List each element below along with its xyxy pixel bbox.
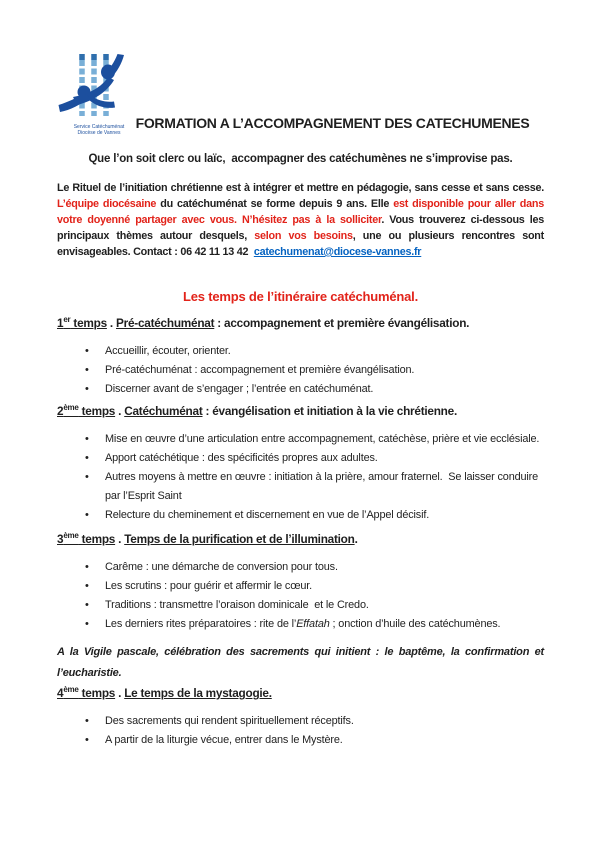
section-3-title-underlined: Temps de la purification et de l’illumination — [124, 532, 355, 546]
vigile-pascale-note: A la Vigile pascale, célébration des sacrements qui initient : le baptême, la confirmation et l’eucharistie. — [57, 646, 544, 679]
section-2-title-underlined: Catéchuménat — [124, 404, 203, 418]
intro-text-segment: , une ou plusieurs rencontres sont envisageables. Contact : 06 42 11 13 42 — [57, 230, 544, 258]
section-3-sup: ème — [63, 531, 79, 541]
section-1-bullets — [57, 342, 544, 399]
intro-text-segment: Le Rituel de l’initiation chrétienne est à intégrer et mettre en pédagogie, sans cesse et sans cesse. — [57, 182, 544, 194]
document-title: FORMATION A L’ACCOMPAGNEMENT DES CATECHUMENES — [135, 115, 530, 131]
section-2-title-rest: : évangélisation et initiation à la vie chrétienne. — [202, 404, 457, 418]
section-4-bullets — [57, 712, 544, 750]
intro-red-segment: est disponible pour aller dans votre doyenné partager avec vous. N’hésitez pas à la solliciter — [57, 198, 544, 226]
bullet-item: • Mise en œuvre d’une articulation entre accompagnement, catéchèse, prière et vie ecclésiale. — [57, 430, 544, 449]
bullet-item: • Autres moyens à mettre en œuvre : initiation à la prière, amour fraternel. Se laisser conduire par l’Esprit Saint — [57, 468, 544, 506]
section-4-sup: ème — [63, 685, 79, 695]
section-3-heading — [57, 533, 544, 546]
bullet-item: • A partir de la liturgie vécue, entrer dans le Mystère. — [57, 731, 544, 750]
bullet-item: • Relecture du cheminement et discernement en vue de l’Appel décisif. — [57, 506, 544, 525]
bullet-text-post: ; onction d’huile des catéchumènes. — [329, 618, 501, 630]
bullet-item: • Carême : une démarche de conversion pour tous. — [57, 558, 544, 577]
section-2-separator: . — [115, 404, 125, 418]
section-2-sup: ème — [63, 403, 79, 413]
section-4-word: temps — [78, 686, 116, 700]
bullet-text-italic: Effatah — [296, 618, 330, 630]
bullet-item: • Les scrutins : pour guérir et affermir le cœur. — [57, 577, 544, 596]
section-2-ordinal — [57, 404, 115, 418]
bullet-item: • Des sacrements qui rendent spirituellement réceptifs. — [57, 712, 544, 731]
section-1-heading — [57, 317, 544, 330]
logo-caption-line1: Service Catéchuménat — [73, 124, 125, 130]
section-1-word: temps — [70, 316, 107, 330]
intro-text-segment: . Vous trouverez ci-dessous les principaux thèmes autour desquels, — [57, 214, 545, 242]
intro-paragraph — [57, 180, 544, 260]
section-1-title-rest: : accompagnement et première évangélisation. — [214, 316, 470, 330]
section-3-bullets — [57, 558, 544, 634]
document-subtitle: Que l’on soit clerc ou laïc, accompagner des catéchumènes ne s’improvise pas. — [88, 153, 513, 165]
bullet-item: • Pré-catéchuménat : accompagnement et première évangélisation. — [57, 361, 544, 380]
section-4-ordinal — [57, 686, 115, 700]
section-4-separator: . — [115, 686, 125, 700]
section-3-word: temps — [78, 532, 116, 546]
intro-red-segment: L’équipe diocésaine — [57, 198, 157, 210]
bullet-item — [57, 615, 544, 634]
intro-text-segment: du catéchuménat se forme depuis 9 ans. Elle — [156, 198, 394, 210]
section-2-number: 2 — [57, 404, 64, 418]
section-3-title-rest: . — [354, 532, 358, 546]
section-1-number: 1 — [57, 316, 64, 330]
intro-red-segment: selon vos besoins — [254, 230, 353, 242]
section-2-bullets — [57, 430, 544, 525]
bullet-item: • Apport catéchétique : des spécificités propres aux adultes. — [57, 449, 544, 468]
bullet-item: • Accueillir, écouter, orienter. — [57, 342, 544, 361]
section-1-separator: . — [106, 316, 116, 330]
section-4-title-underlined: Le temps de la mystagogie. — [124, 686, 272, 700]
section-2-heading — [57, 405, 544, 418]
bullet-item: • Discerner avant de s’engager ; l’entrée en catéchuménat. — [57, 380, 544, 399]
section-1-title-underlined: Pré-catéchuménat — [116, 316, 215, 330]
logo-caption-line2: Diocèse de Vannes — [77, 130, 121, 136]
section-1-sup: er — [63, 315, 71, 325]
itinerary-heading: Les temps de l’itinéraire catéchuménal. — [183, 289, 418, 304]
section-3-ordinal — [57, 532, 115, 546]
bullet-text-pre: Les derniers rites préparatoires : rite de l’ — [105, 618, 297, 630]
section-2-word: temps — [78, 404, 116, 418]
bullet-item: • Traditions : transmettre l’oraison dominicale et le Credo. — [57, 596, 544, 615]
section-3-number: 3 — [57, 532, 64, 546]
section-3-separator: . — [115, 532, 125, 546]
email-link[interactable]: catechumenat@diocese-vannes.fr — [253, 246, 422, 258]
section-4-number: 4 — [57, 686, 64, 700]
section-4-heading — [57, 687, 544, 700]
section-1-ordinal — [57, 316, 107, 330]
